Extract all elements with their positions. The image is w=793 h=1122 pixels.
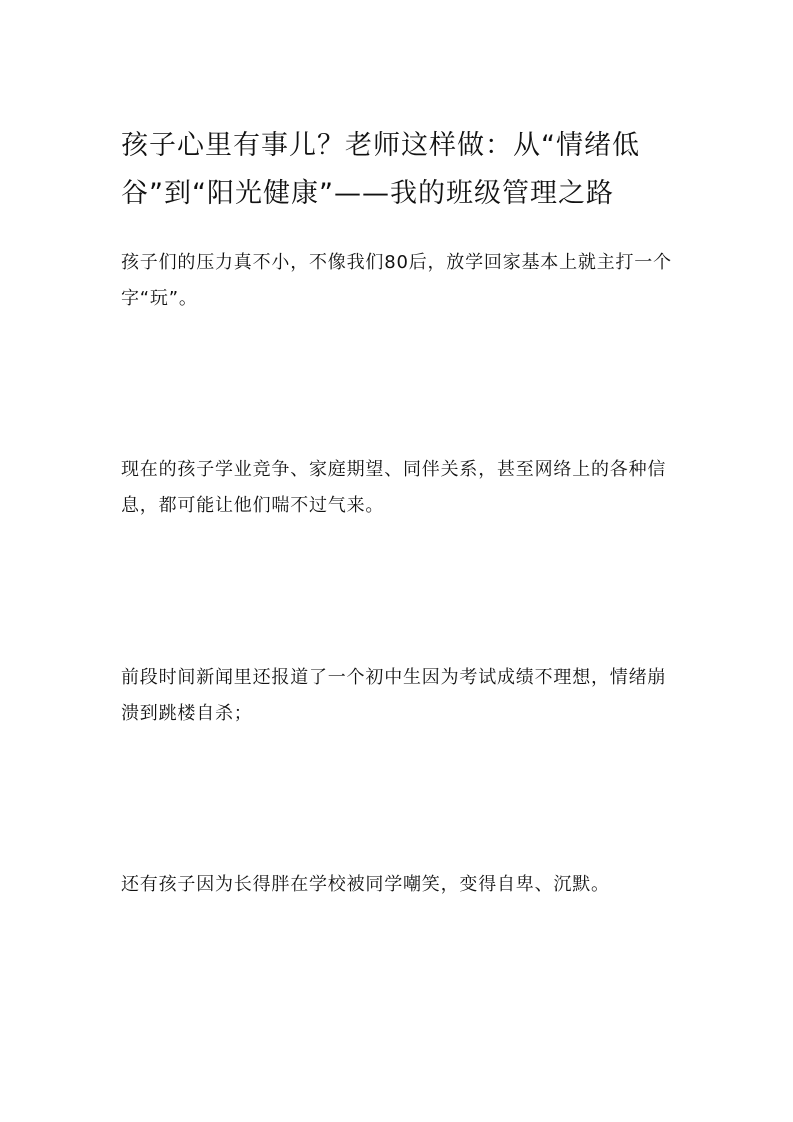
- paragraph-4: 还有孩子因为长得胖在学校被同学嘲笑，变得自卑、沉默。: [121, 874, 610, 895]
- paragraph-1: 孩子们的压力真不小，不像我们80后，放学回家基本上就主打一个字“玩”。: [121, 252, 672, 309]
- paragraph-2: 现在的孩子学业竞争、家庭期望、同伴关系，甚至网络上的各种信息，都可能让他们喘不过气来。: [121, 459, 667, 516]
- article-title: 孩子心里有事儿？老师这样做：从“情绪低谷”到“阳光健康”——我的班级管理之路: [121, 130, 640, 209]
- paragraph-3: 前段时间新闻里还报道了一个初中生因为考试成绩不理想，情绪崩溃到跳楼自杀；: [121, 667, 667, 724]
